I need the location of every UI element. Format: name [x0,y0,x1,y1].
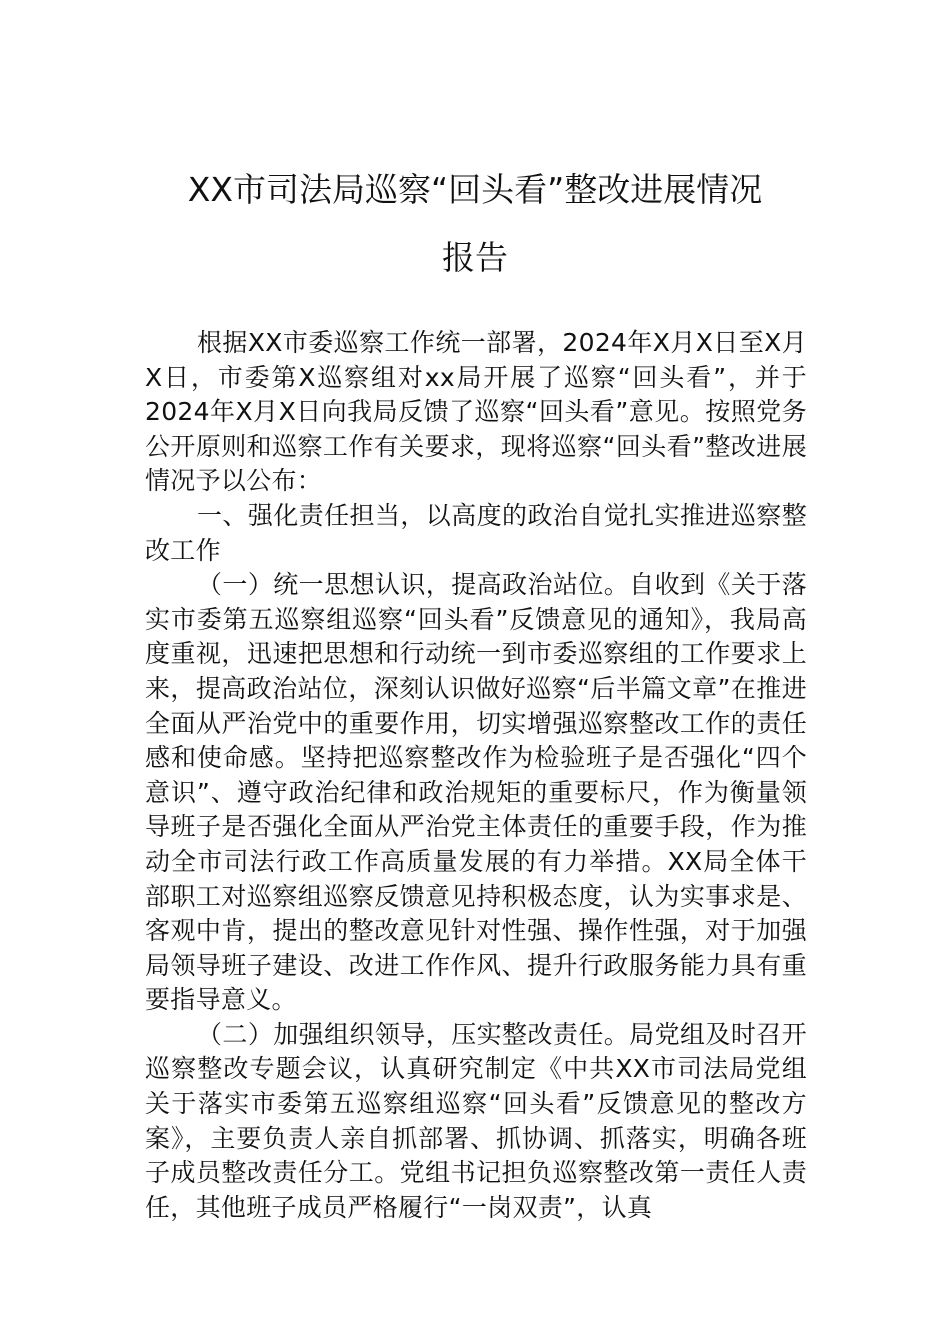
document-body [145,326,807,1225]
document-title-line-1: XX市司法局巡察“回头看”整改进展情况 [187,170,763,209]
document-title-line-2: 报告 [442,238,508,277]
paragraph-subsection-2: （二）加强组织领导，压实整改责任。局党组及时召开巡察整改专题会议，认真研究制定《中共XX市司法局党组关于落实市委第五巡察组巡察“回头看”反馈意见的整改方案》，主要负责人亲自抓部署、抓协调、抓落实，明确各班子成员整改责任分工。党组书记担负巡察整改第一责任人责任，其他班子成员严格履行“一岗双责”，认真 [145,1019,807,1222]
paragraph-intro: 根据XX市委巡察工作统一部署，2024年X月X日至X月X日，市委第X巡察组对xx局开展了巡察“回头看”，并于2024年X月X日向我局反馈了巡察“回头看”意见。按照党务公开原则和巡察工作有关要求，现将巡察“回头看”整改进展情况予以公布： [145,328,807,496]
paragraph-subsection-1: （一）统一思想认识，提高政治站位。自收到《关于落实市委第五巡察组巡察“回头看”反馈意见的通知》，我局高度重视，迅速把思想和行动统一到市委巡察组的工作要求上来，提高政治站位，深刻认识做好巡察“后半篇文章”在推进全面从严治党中的重要作用，切实增强巡察整改工作的责任感和使命感。坚持把巡察整改作为检验班子是否强化“四个意识”、遵守政治纪律和政治规矩的重要标尺，作为衡量领导班子是否强化全面从严治党主体责任的重要手段，作为推动全市司法行政工作高质量发展的有力举措。XX局全体干部职工对巡察组巡察反馈意见持积极态度，认为实事求是、客观中肯，提出的整改意见针对性强、操作性强，对于加强局领导班子建设、改进工作作风、提升行政服务能力具有重要指导意义。 [145,570,807,1015]
section-heading-1: 一、强化责任担当，以高度的政治自觉扎实推进巡察整改工作 [145,500,807,565]
